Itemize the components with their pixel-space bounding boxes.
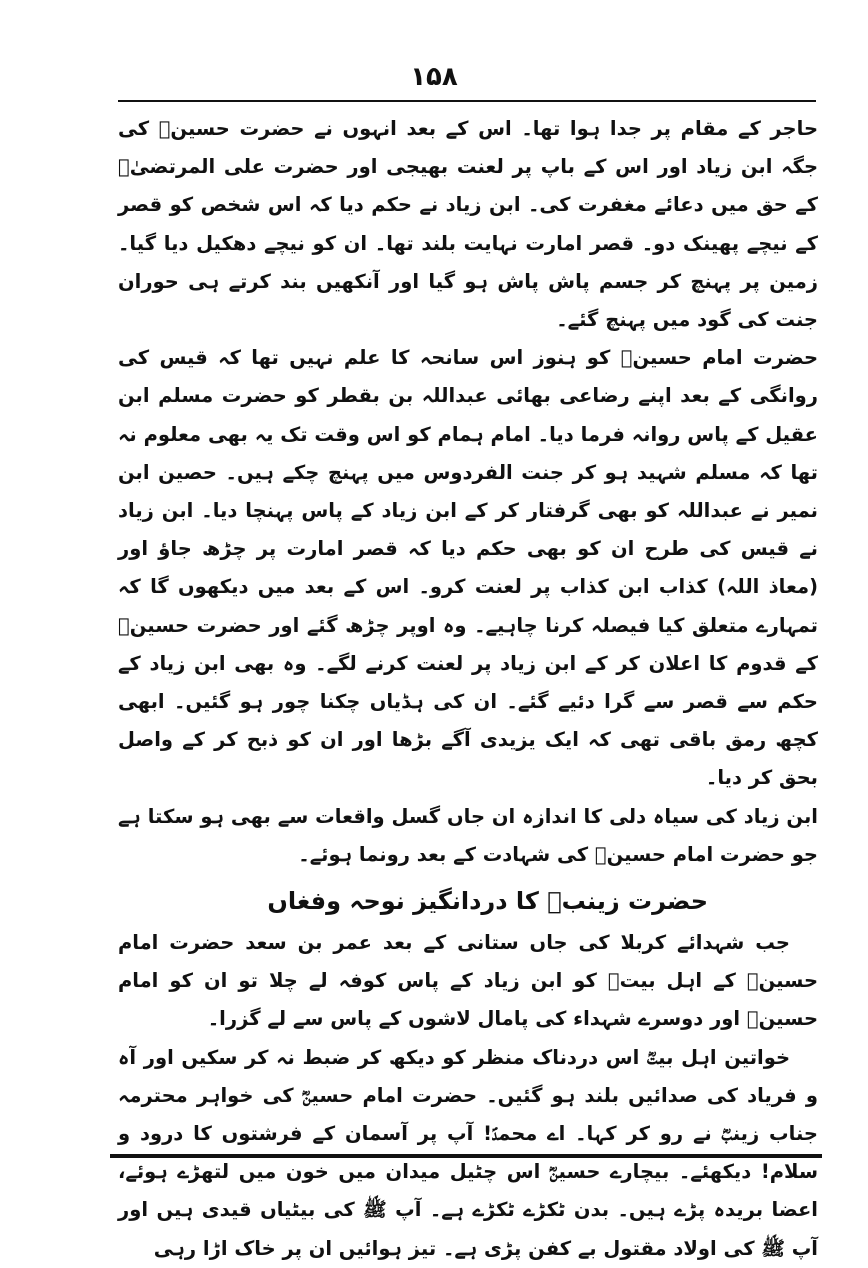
page-number: ۱۵۸	[410, 62, 458, 92]
paragraph: حاجر کے مقام پر جدا ہوا تھا۔ اس کے بعد انہوں نے حضرت حسینؓ کی جگہ ابن زیاد اور اس کے باپ پر لعنت بھیجی اور حضرت علی المرتضیٰؓ کے حق میں دعائے مغفرت کی۔ ابن زیاد نے حکم دیا کہ اس شخص کو قصر کے نیچے پھینک دو۔ قصر امارت نہایت بلند تھا۔ ان کو نیچے دھکیل دیا گیا۔ زمین پر پہنچ کر جسم پاش پاش ہو گیا اور آنکھیں بند کرتے ہی حوران جنت کی گود میں پہنچ گئے۔	[118, 117, 818, 332]
top-rule	[118, 100, 816, 102]
paragraph: حضرت امام حسینؓ کو ہنوز اس سانحہ کا علم نہیں تھا کہ قیس کی روانگی کے بعد اپنے رضاعی بھائی عبداللہ بن بقطر کو حضرت مسلم ابن عقیل کے پاس روانہ فرما دیا۔ امام ہمام کو اس وقت تک یہ بھی معلوم نہ تھا کہ مسلم شہید ہو کر جنت الفردوس میں پہنچ چکے ہیں۔ حصین ابن نمیر نے عبداللہ کو بھی گرفتار کر کے ابن زیاد کے پاس پہنچا دیا۔ ابن زیاد نے قیس کی طرح ان کو بھی حکم دیا کہ قصر امارت پر چڑھ جاؤ اور (معاذ اللہ) کذاب ابن کذاب پر لعنت کرو۔ اس کے بعد میں دیکھوں گا کہ تمہارے متعلق کیا فیصلہ کرنا چاہیے۔ وہ اوپر چڑھ گئے اور حضرت حسینؓ کے قدوم کا اعلان کر کے ابن زیاد پر لعنت کرنے لگے۔ وہ بھی ابن زیاد کے حکم سے قصر سے گرا دئیے گئے۔ ان کی ہڈیاں چکنا چور ہو گئیں۔ ابھی کچھ رمق باقی تھی کہ ایک یزیدی آگے بڑھا اور ان کو ذبح کر کے واصل بحق کر دیا۔	[118, 346, 818, 790]
paragraph: خواتین اہل بیتؓ اس دردناک منظر کو دیکھ کر ضبط نہ کر سکیں اور آہ و فریاد کی صدائیں بلند ہو گئیں۔ حضرت امام حسینؓ کی خواہر محترمہ جناب زینبؓ نے رو کر کہا۔ اے محمدؐ! آپ پر آسمان کے فرشتوں کا درود و سلام! دیکھئے۔ بیچارے حسینؓ اس چٹیل میدان میں خون میں لتھڑے ہوئے، اعضا بریدہ پڑے ہیں۔ بدن ٹکڑے ٹکڑے ہے۔ آپ ﷺ کی بیٹیاں قیدی ہیں اور آپ ﷺ کی اولاد مقتول بے کفن پڑی ہے۔ تیز ہوائیں ان پر خاک اڑا رہی	[118, 1045, 818, 1260]
bottom-rule	[110, 1154, 822, 1158]
section-heading: حضرت زینبؓ کا دردانگیز نوحہ وفغاں	[267, 887, 708, 916]
paragraph: ابن زیاد کی سیاہ دلی کا اندازہ ان جاں گسل واقعات سے بھی ہو سکتا ہے جو حضرت امام حسینؓ کی شہادت کے بعد رونما ہوئے۔	[118, 804, 818, 866]
paragraph: جب شہدائے کربلا کی جاں ستانی کے بعد عمر بن سعد حضرت امام حسینؓ کے اہل بیتؓ کو ابن زیاد کے پاس کوفہ لے چلا تو ان کو امام حسینؓ اور دوسرے شہداء کی پامال لاشوں کے پاس سے لے گزرا۔	[118, 931, 818, 1031]
page-body	[118, 110, 818, 1268]
